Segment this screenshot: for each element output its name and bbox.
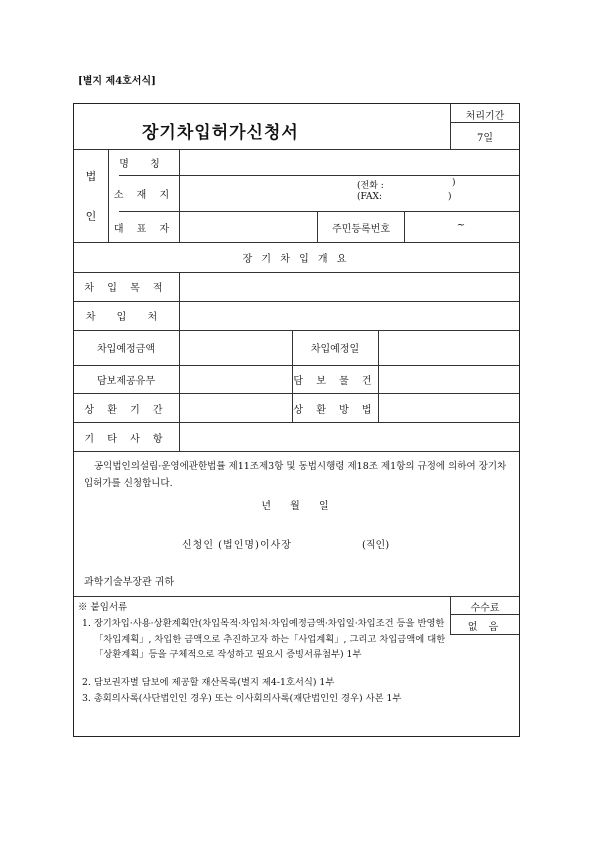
corp-label-top: 법 (85, 170, 97, 183)
attachment-item-1: 1. 장기차입·사용·상환계획안(차입목적·차입처·차입예정금액·차입일·차입조건 등을 반영한「차입계획」, 차입한 금액으로 추진하고자 하는「사업계획」, 그리고 차입금액에 대한「상환계획」등을 구체적으로 작성하고 필요시 증빙서류첨부) 1부 (82, 618, 446, 660)
fax-label: (FAX: (357, 192, 382, 202)
phone-label: (전화 : (357, 181, 384, 191)
resident-number-separator: ~ (456, 220, 466, 231)
form-number-label: [별지 제4호서식] (78, 76, 156, 87)
phone-close: ) (452, 178, 456, 188)
fax-close: ) (448, 192, 452, 202)
collateral-item-label: 담 보 물 건 (293, 376, 377, 387)
amount-label: 차입예정금액 (97, 344, 155, 355)
other-matters-label: 기 타 사 항 (84, 434, 168, 445)
collateral-label: 담보제공유무 (97, 376, 155, 387)
name-label: 명 칭 (119, 159, 169, 170)
lender-label: 차 입 처 (85, 312, 167, 323)
repayment-method-label: 상 환 방 법 (293, 405, 377, 416)
application-date: 년 월 일 (261, 501, 337, 512)
attachment-item-2: 2. 담보권자별 담보에 제공할 재산목록(별지 제4-1호서식) 1부 (82, 677, 335, 688)
application-form (73, 103, 520, 737)
corp-label-bottom: 인 (85, 210, 97, 223)
repayment-period-label: 상 환 기 간 (84, 405, 168, 416)
seal-label: (직인) (362, 540, 390, 551)
resident-number-label: 주민등록번호 (332, 224, 390, 235)
representative-label: 대 표 자 (113, 224, 175, 235)
form-title: 장기차입허가신청서 (142, 123, 299, 143)
processing-period-value: 7일 (476, 133, 494, 144)
purpose-label: 차 입 목 적 (84, 283, 168, 294)
applicant-line: 신청인 (법인명)이사장 (182, 540, 292, 551)
overview-header: 장 기 차 입 개 요 (242, 254, 350, 265)
date-label: 차입예정일 (310, 344, 360, 355)
fee-value: 없 음 (467, 622, 503, 633)
fee-header: 수수료 (470, 603, 500, 614)
processing-period-header: 처리기간 (465, 111, 505, 122)
address-label: 소 재 지 (113, 190, 175, 201)
attachments-header: ※ 붙임서류 (78, 602, 128, 613)
attachment-item-3: 3. 총회의사록(사단법인인 경우) 또는 이사회의사록(재단법인인 경우) 사본 1부 (82, 693, 402, 704)
application-statement: 공익법인의설립·운영에관한법률 제11조제3항 및 동법시행령 제18조 제1항의 규정에 의하여 장기차입허가를 신청합니다. (84, 461, 507, 489)
addressee: 과학기술부장관 귀하 (84, 577, 175, 588)
